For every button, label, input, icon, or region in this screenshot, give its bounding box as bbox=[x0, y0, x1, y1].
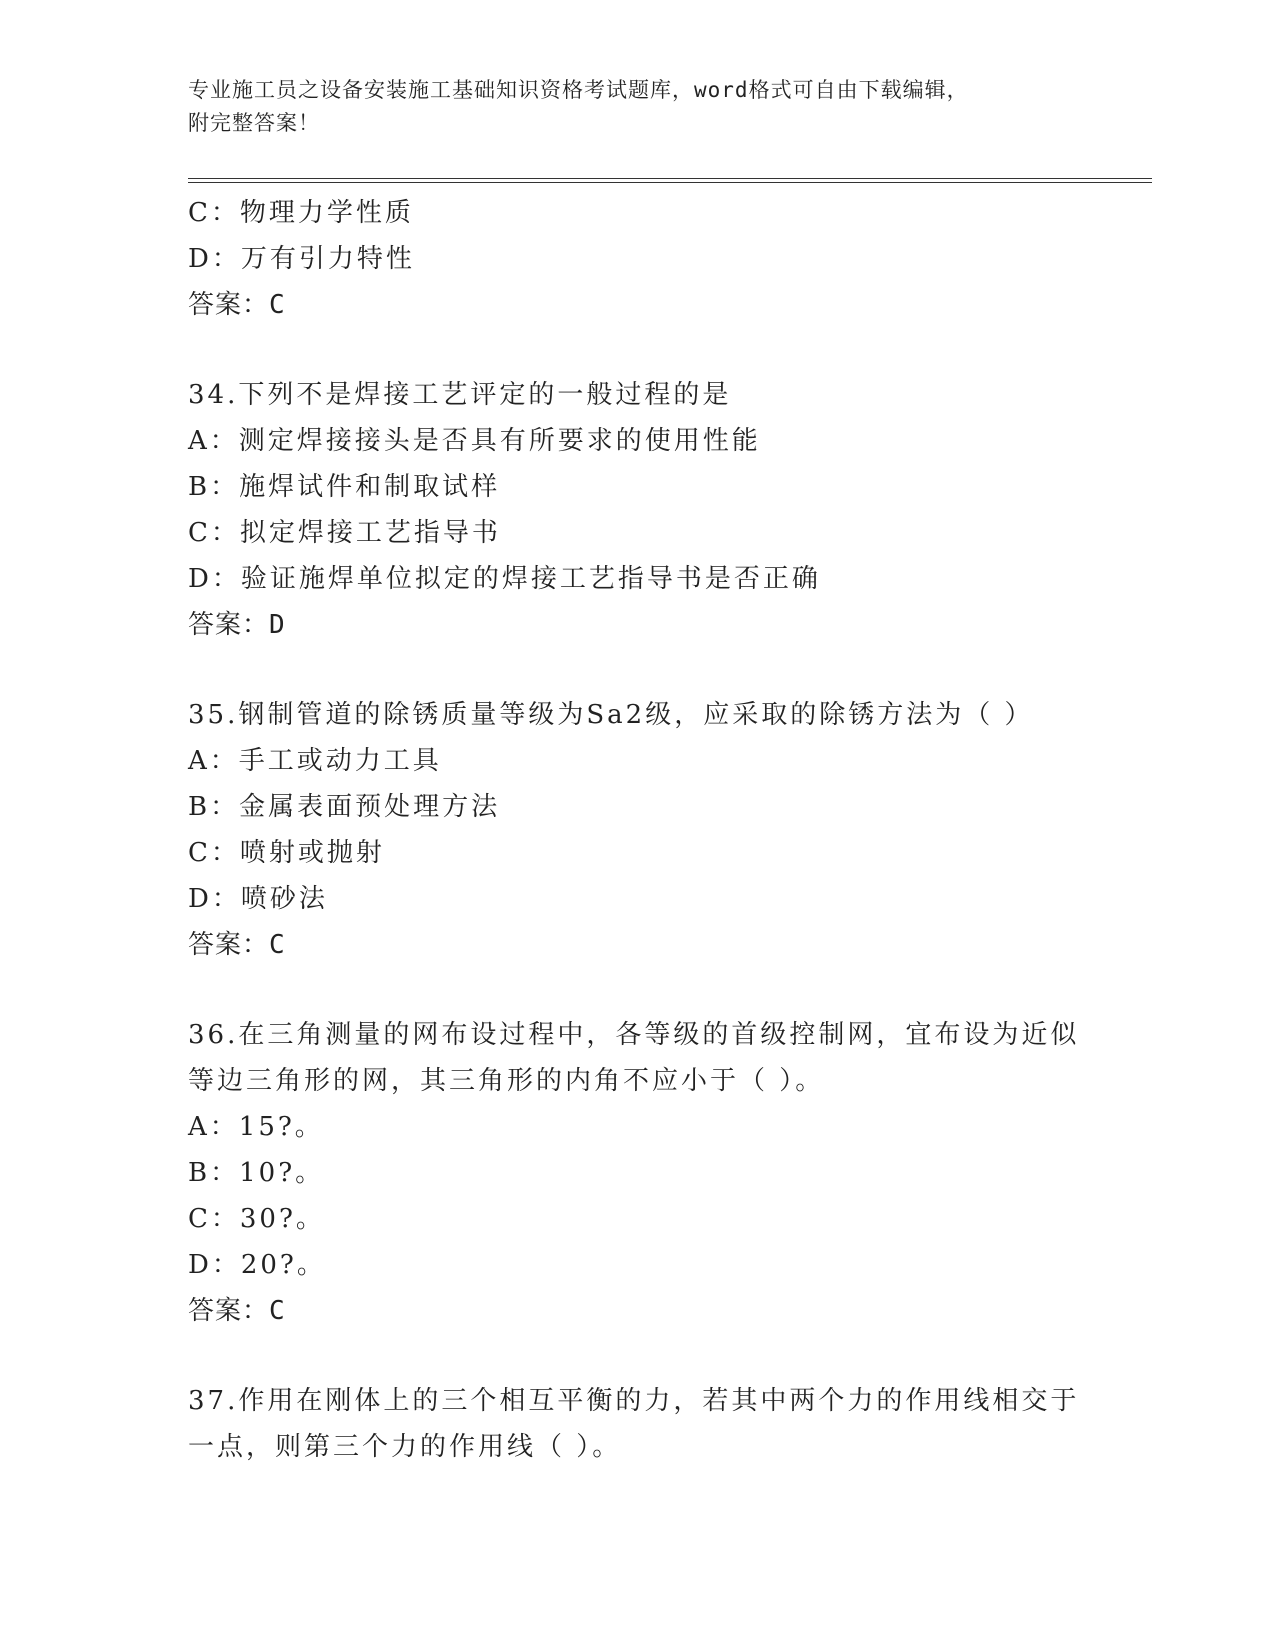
option-a: A：手工或动力工具 bbox=[188, 746, 442, 776]
question-text-line-1: 37.作用在刚体上的三个相互平衡的力，若其中两个力的作用线相交于 bbox=[188, 1386, 1080, 1416]
question-37 bbox=[188, 1378, 1088, 1470]
question-35 bbox=[188, 692, 1088, 968]
option-d: D：喷砂法 bbox=[188, 884, 328, 914]
question-text: 34.下列不是焊接工艺评定的一般过程的是 bbox=[188, 380, 732, 410]
answer: 答案：C bbox=[188, 930, 286, 960]
question-34 bbox=[188, 372, 1088, 648]
option-d: D：万有引力特性 bbox=[188, 244, 415, 274]
header-divider bbox=[188, 178, 1152, 183]
option-b: B：金属表面预处理方法 bbox=[188, 792, 501, 822]
option-a: A：测定焊接接头是否具有所要求的使用性能 bbox=[188, 426, 761, 456]
answer: 答案：C bbox=[188, 290, 286, 320]
question-36 bbox=[188, 1012, 1088, 1334]
option-c: C：拟定焊接工艺指导书 bbox=[188, 518, 501, 548]
option-b: B：10?。 bbox=[188, 1158, 325, 1188]
question-text-line-1: 36.在三角测量的网布设过程中，各等级的首级控制网，宜布设为近似 bbox=[188, 1020, 1080, 1050]
option-c: C：物理力学性质 bbox=[188, 198, 414, 228]
question-text-line-2: 一点，则第三个力的作用线（ ）。 bbox=[188, 1432, 622, 1462]
answer: 答案：C bbox=[188, 1296, 286, 1326]
option-d: D：20?。 bbox=[188, 1250, 326, 1280]
option-c: C：喷射或抛射 bbox=[188, 838, 385, 868]
option-b: B：施焊试件和制取试样 bbox=[188, 472, 501, 502]
header-line-2: 附完整答案！ bbox=[188, 111, 320, 135]
question-text-line-2: 等边三角形的网，其三角形的内角不应小于（ ）。 bbox=[188, 1066, 825, 1096]
option-d: D：验证施焊单位拟定的焊接工艺指导书是否正确 bbox=[188, 564, 821, 594]
question-33-continued bbox=[188, 190, 1088, 328]
document-content bbox=[188, 190, 1088, 1470]
option-c: C：30?。 bbox=[188, 1204, 325, 1234]
question-text: 35.钢制管道的除锈质量等级为Sa2级，应采取的除锈方法为（ ） bbox=[188, 700, 1034, 730]
option-a: A：15?。 bbox=[188, 1112, 324, 1142]
header-line-1: 专业施工员之设备安装施工基础知识资格考试题库，word格式可自由下载编辑， bbox=[188, 78, 969, 102]
document-header bbox=[188, 74, 1088, 140]
answer: 答案：D bbox=[188, 610, 286, 640]
